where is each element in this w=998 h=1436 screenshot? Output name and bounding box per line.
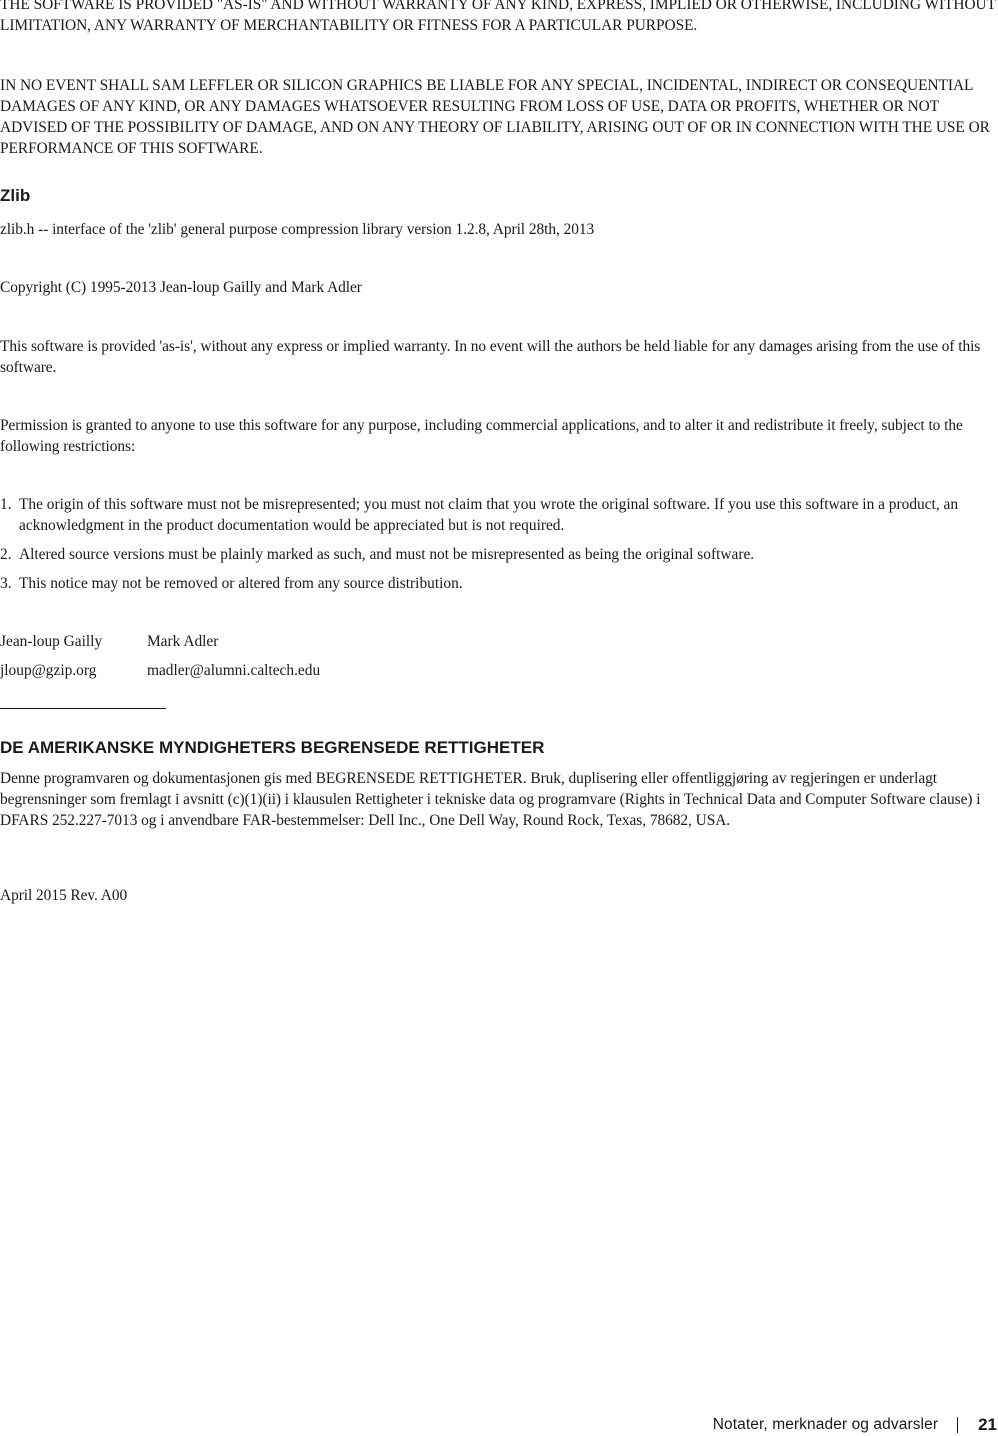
footer-section-title: Notater, merknader og advarsler <box>712 1416 939 1433</box>
footer-separator <box>957 1417 958 1433</box>
zlib-interface-line: zlib.h -- interface of the 'zlib' general purpose compression library version 1.2.8, April 28th, 2013 <box>0 221 595 238</box>
list-number: 2. <box>0 546 12 563</box>
author-emails-row <box>0 660 320 681</box>
revision-label: April 2015 Rev. A00 <box>0 887 128 904</box>
restricted-rights-body: Denne programvaren og dokumentasjonen gis med BEGRENSEDE RETTIGHETER. Bruk, duplisering eller offentliggjøring av regjeringen er underlagt begrensninger som fremlagt i avsnitt (c)(1)(ii) i klausulen Rettigheter i tekniske data og programvare (Rights in Technical Data and Computer Software clause) i DFARS 252.227-7013 og i anvendbare FAR-bestemmelser: Dell Inc., One Dell Way, Round Rock, Texas, 78682, USA. <box>0 770 981 829</box>
author-names-row <box>0 631 320 652</box>
list-item <box>0 573 998 594</box>
author-name: Mark Adler <box>147 633 219 650</box>
zlib-permission: Permission is granted to anyone to use this software for any purpose, including commercial applications, and to alter it and redistribute it freely, subject to the following restrictions: <box>0 417 963 455</box>
list-number: 3. <box>0 575 12 592</box>
list-text: The origin of this software must not be misrepresented; you must not claim that you wrote the original software. If you use this software in a product, an acknowledgment in the product documentation would be appreciated but is not required. <box>19 496 959 534</box>
author-name: Jean-loup Gailly <box>0 633 103 650</box>
author-contacts <box>0 631 320 681</box>
list-text: This notice may not be removed or altered from any source distribution. <box>19 575 463 592</box>
page-footer <box>713 1414 998 1436</box>
zlib-copyright: Copyright (C) 1995-2013 Jean-loup Gailly and Mark Adler <box>0 279 362 296</box>
list-item <box>0 544 998 565</box>
author-email: madler@alumni.caltech.edu <box>147 662 321 679</box>
liability-disclaimer: IN NO EVENT SHALL SAM LEFFLER OR SILICON GRAPHICS BE LIABLE FOR ANY SPECIAL, INCIDENTAL, INDIRECT OR CONSEQUENTIAL DAMAGES OF ANY KIND, OR ANY DAMAGES WHATSOEVER RESULTING FROM LOSS OF USE, DATA OR PROFITS, WHETHER OR NOT ADVISED OF THE POSSIBILITY OF DAMAGE, AND ON ANY THEORY OF LIABILITY, ARISING OUT OF OR IN CONNECTION WITH THE USE OR PERFORMANCE OF THIS SOFTWARE. <box>0 77 990 157</box>
author-email: jloup@gzip.org <box>0 662 97 679</box>
warranty-disclaimer: THE SOFTWARE IS PROVIDED "AS-IS" AND WITHOUT WARRANTY OF ANY KIND, EXPRESS, IMPLIED OR OTHERWISE, INCLUDING WITHOUT LIMITATION, ANY WARRANTY OF MERCHANTABILITY OR FITNESS FOR A PARTICULAR PURPOSE. <box>0 0 996 34</box>
zlib-restrictions-list <box>0 494 998 594</box>
zlib-heading: Zlib <box>0 186 31 205</box>
page-number: 21 <box>978 1415 997 1434</box>
list-text: Altered source versions must be plainly marked as such, and must not be misrepresented as being the original software. <box>19 546 755 563</box>
list-item <box>0 494 998 536</box>
zlib-warranty-notice: This software is provided 'as-is', without any express or implied warranty. In no event will the authors be held liable for any damages arising from the use of this software. <box>0 338 981 376</box>
restricted-rights-heading: DE AMERIKANSKE MYNDIGHETERS BEGRENSEDE RETTIGHETER <box>0 738 545 757</box>
list-number: 1. <box>0 496 12 513</box>
section-divider <box>0 708 166 709</box>
